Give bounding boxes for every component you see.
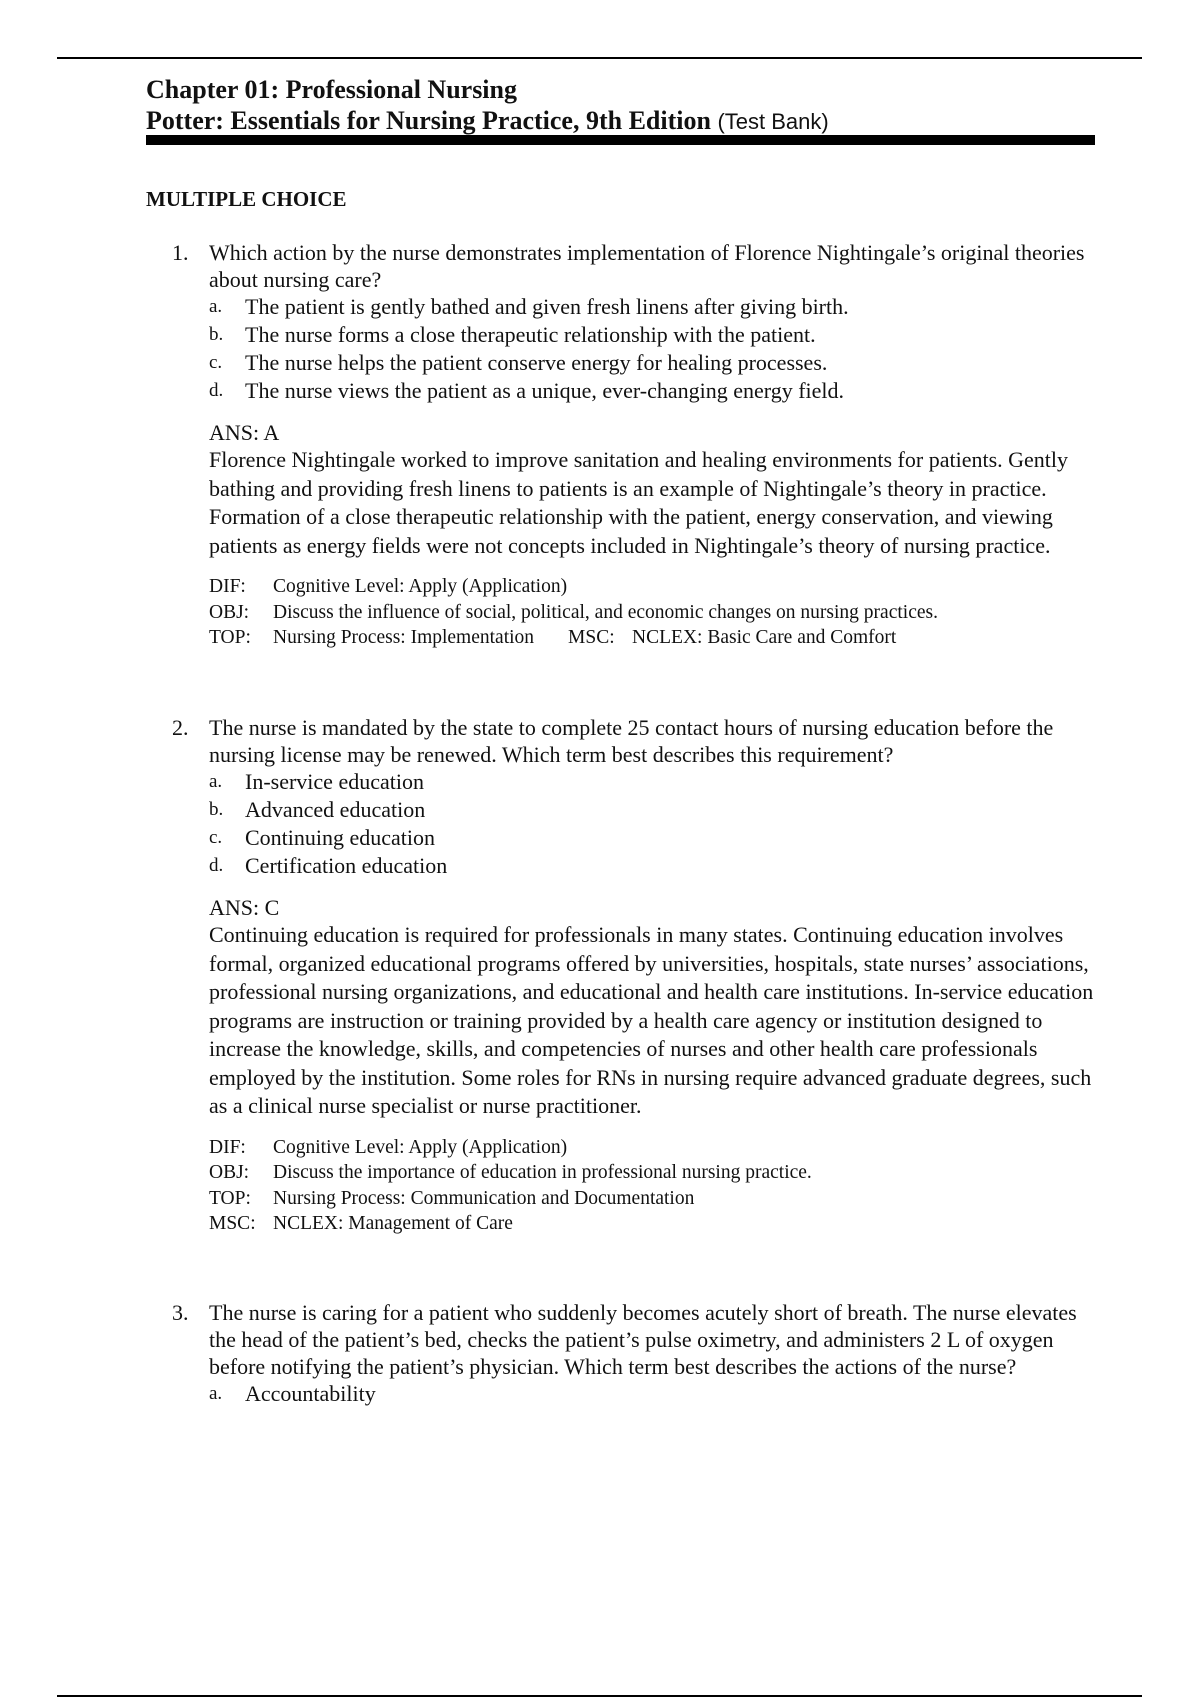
answer-key: ANS: C [209,895,280,920]
option-letter: d. [209,855,224,876]
answer-options [209,1380,1102,1408]
option-letter: d. [209,380,224,401]
answer-key: ANS: A [209,420,280,445]
meta-key: DIF: [209,576,246,597]
meta-key: MSC: [568,627,615,648]
section-heading: MULTIPLE CHOICE [146,187,347,211]
option-text: Certification education [245,853,448,878]
meta-obj [209,1160,1102,1186]
answer-block [209,894,1102,1121]
option-a [209,768,1102,796]
question-text: The nurse is mandated by the state to complete 25 contact hours of nursing education before the nursing license may be renewed. Which term best describes this requirement? [209,715,1054,767]
option-a [209,293,1102,321]
question-stem [172,714,1102,768]
option-letter: a. [209,296,223,317]
option-text: The nurse forms a close therapeutic relationship with the patient. [245,322,816,347]
meta-key: DIF: [209,1136,246,1158]
meta-value: Discuss the influence of social, political, and economic changes on nursing practices. [273,601,938,623]
meta-value: Discuss the importance of education in professional nursing practice. [273,1162,812,1183]
option-c [209,824,1102,852]
question-text: The nurse is caring for a patient who suddenly becomes acutely short of breath. The nurse elevates the head of the patient’s bed, checks the patient’s pulse oximetry, and administers 2 L of oxygen before notifying the patient’s physician. Which term best describes the actions of the nurse? [209,1300,1077,1379]
meta-key: TOP: [209,627,251,648]
meta-dif [209,1135,1102,1161]
option-d [209,377,1102,405]
meta-key: OBJ: [209,1162,250,1183]
option-text: Continuing education [245,825,436,850]
meta-key: OBJ: [209,601,250,623]
rationale: Florence Nightingale worked to improve sanitation and healing environments for patients. Gently bathing and providing fresh linens to patients is an example of Nightingale’s theory in practice. Formation of a close therapeutic relationship with the patient, energy conservation, and viewing patients as energy fields were not concepts included in Nightingale’s theory of nursing practice. [209,447,1069,558]
meta-value: Nursing Process: Implementation [273,627,535,648]
rationale: Continuing education is required for professionals in many states. Continuing education involves formal, organized educational programs offered by universities, hospitals, state nurses’ associations, professional nursing organizations, and educational and health care institutions. In-service education programs are instruction or training provided by a health care agency or institution designed to increase the knowledge, skills, and competencies of nurses and other health care professionals employed by the institution. Some roles for RNs in nursing require advanced graduate degrees, such as a clinical nurse specialist or nurse practitioner. [209,922,1094,1118]
question-stem [172,1299,1102,1380]
option-a [209,1380,1102,1408]
question-3 [172,1299,1102,1408]
answer-block [209,419,1102,560]
option-letter: a. [209,1383,223,1404]
option-b [209,321,1102,349]
option-letter: b. [209,799,224,820]
meta-msc [209,1211,1102,1237]
option-text: Accountability [245,1381,376,1406]
option-text: Advanced education [245,797,426,822]
book-title-suffix: (Test Bank) [717,109,829,134]
option-b [209,796,1102,824]
top-rule [57,57,1142,59]
option-d [209,852,1102,880]
question-metadata [209,1135,1102,1237]
meta-value: Cognitive Level: Apply (Application) [273,1136,568,1158]
option-text: The nurse views the patient as a unique, ever-changing energy field. [245,378,845,403]
question-1 [172,239,1102,651]
option-letter: c. [209,352,223,373]
option-letter: a. [209,771,223,792]
meta-key: TOP: [209,1187,251,1209]
meta-obj [209,600,1102,626]
option-letter: c. [209,827,223,848]
answer-options [209,293,1102,405]
question-metadata [209,574,1102,651]
meta-value: Cognitive Level: Apply (Application) [273,576,568,597]
option-c [209,349,1102,377]
option-letter: b. [209,324,224,345]
question-stem [172,239,1102,293]
header-rule [146,135,1095,145]
answer-options [209,768,1102,880]
meta-top-msc [209,625,1102,651]
book-title-text: Potter: Essentials for Nursing Practice, 9th Edition [146,106,711,135]
question-2 [172,714,1102,1237]
book-title [146,105,1096,137]
meta-dif [209,574,1102,600]
question-text: Which action by the nurse demonstrates implementation of Florence Nightingale’s original theories about nursing care? [209,240,1085,292]
question-number: 1. [172,240,189,265]
meta-value: Nursing Process: Communication and Documentation [273,1187,695,1209]
meta-top [209,1186,1102,1212]
page-header [146,74,1096,137]
option-text: In-service education [245,769,424,794]
chapter-title: Chapter 01: Professional Nursing [146,75,517,104]
meta-value: NCLEX: Basic Care and Comfort [632,627,897,648]
meta-value: NCLEX: Management of Care [273,1213,513,1234]
bottom-rule [57,1695,1142,1697]
question-number: 3. [172,1300,189,1325]
option-text: The patient is gently bathed and given fresh linens after giving birth. [245,294,849,319]
meta-key: MSC: [209,1213,256,1234]
question-number: 2. [172,715,189,740]
option-text: The nurse helps the patient conserve energy for healing processes. [245,350,828,375]
